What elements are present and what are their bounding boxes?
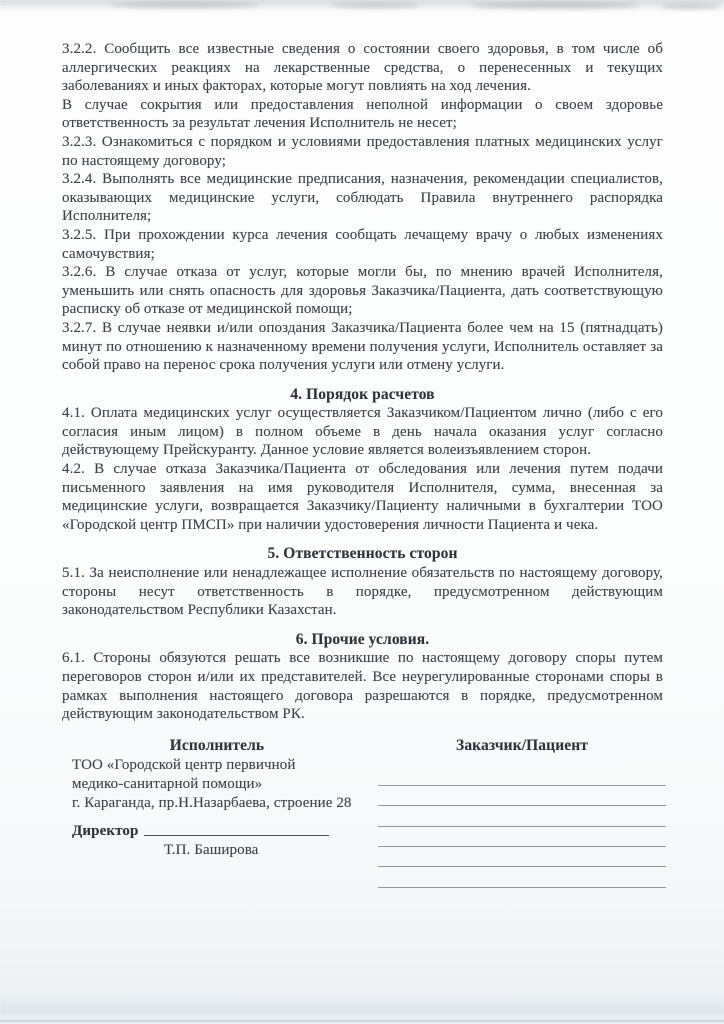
director-name: Т.П. Баширова [164,841,259,858]
contract-clause: 6.1. Стороны обязуются решать все возникшие по настоящему договору споры путем переговоров сторон и/или их представителей. Все неурегулированные сторонами споры в рамках выполнения настоящего договора разрешаются в порядке, предусмотренном действующим законодательством РК. [62,650,663,723]
signature-block [62,736,663,901]
scan-artifact-bottom-edge [0,1020,724,1022]
executor-org-name-line-2: медико-санитарной помощи» [72,775,263,792]
director-signature-row [72,822,362,841]
scan-artifact-top-band [0,0,724,13]
scan-smudge [330,3,420,8]
scan-smudge [470,2,640,9]
signature-line [378,867,666,887]
contract-clause: 4.1. Оплата медицинских услуг осуществляется Заказчиком/Пациентом лично (либо с его согласия иным лицом) в полном объеме в день начала оказания услуг согласно действующему Прейскуранту. Данное условие является волеизъявлением сторон. [62,405,663,459]
scan-smudge [110,2,260,8]
section-heading-other-terms: 6. Прочие условия. [295,630,430,648]
section-heading-payments: 4. Порядок расчетов [290,385,435,403]
signature-line [378,806,666,826]
scan-smudge [660,4,720,9]
signature-line [378,766,666,786]
contract-clause: 3.2.5. При прохождении курса лечения сообщать лечащему врачу о любых изменениях самочувствия; [62,226,663,262]
executor-org-name-line-1: ТОО «Городской центр первичной [72,756,296,773]
section-heading-liability: 5. Ответственность сторон [267,545,458,563]
contract-clause: 4.2. В случае отказа Заказчика/Пациента от обследования или лечения путем подачи письменного заявления на имя руководителя Исполнителя, сумма, внесенная за медицинские услуги, возвращается Заказчику/Пациенту наличными в бухгалтерии ТОО «Городской центр ПМСП» при наличии удостоверения личности Пациента и чека. [62,461,663,533]
client-signature-lines [378,766,666,888]
director-role-label: Директор [72,822,139,839]
executor-signature-column [72,736,362,860]
contract-clause: 5.1. За неисполнение или ненадлежащее исполнение обязательств по настоящему договору, стороны несут ответственность в порядке, предусмотренном действующим законодательством Республики Казахстан. [62,565,663,619]
executor-title: Исполнитель [169,736,265,754]
contract-clause: 3.2.4. Выполнять все медицинские предписания, назначения, рекомендации специалистов, оказывающих медицинские услуги, соблюдать Правила внутреннего распорядка Исполнителя; [62,171,663,225]
client-title: Заказчик/Пациент [456,736,588,754]
contract-clause: 3.2.6. В случае отказа от услуг, которые могли бы, по мнению врачей Исполнителя, уменьшить или снять опасность для здоровья Заказчика/Пациента, дать соответствующую расписку об отказе от медицинской помощи; [62,264,663,318]
director-signature-line [144,835,329,836]
contract-clause: 3.2.7. В случае неявки и/или опоздания Заказчика/Пациента более чем на 15 (пятнадцать) минут по отношению к назначенному времени получения услуги, Исполнитель оставляет за собой право на перенос срока получения услуги или отмену услуги. [62,319,663,374]
contract-clause: 3.2.3. Ознакомиться с порядком и условиями предоставления платных медицинских услуг по настоящему договору; [62,133,663,169]
scan-artifact-bottom-band [0,994,724,1014]
signature-line [378,847,666,867]
signature-line [378,827,666,847]
contract-clause: В случае сокрытия или предоставления неполной информации о своем здоровье ответственность за результат лечения Исполнитель не несет; [62,96,663,132]
executor-address: г. Караганда, пр.Н.Назарбаева, строение 28 [72,794,352,811]
contract-clause: 3.2.2. Сообщить все известные сведения о состоянии своего здоровья, в том числе об аллергических реакциях на лекарственные средства, о перенесенных и текущих заболеваниях и иных факторах, которые могут повлиять на ход лечения. [62,41,663,95]
signature-line [378,786,666,806]
client-signature-column [378,736,666,888]
contract-body [62,40,663,901]
